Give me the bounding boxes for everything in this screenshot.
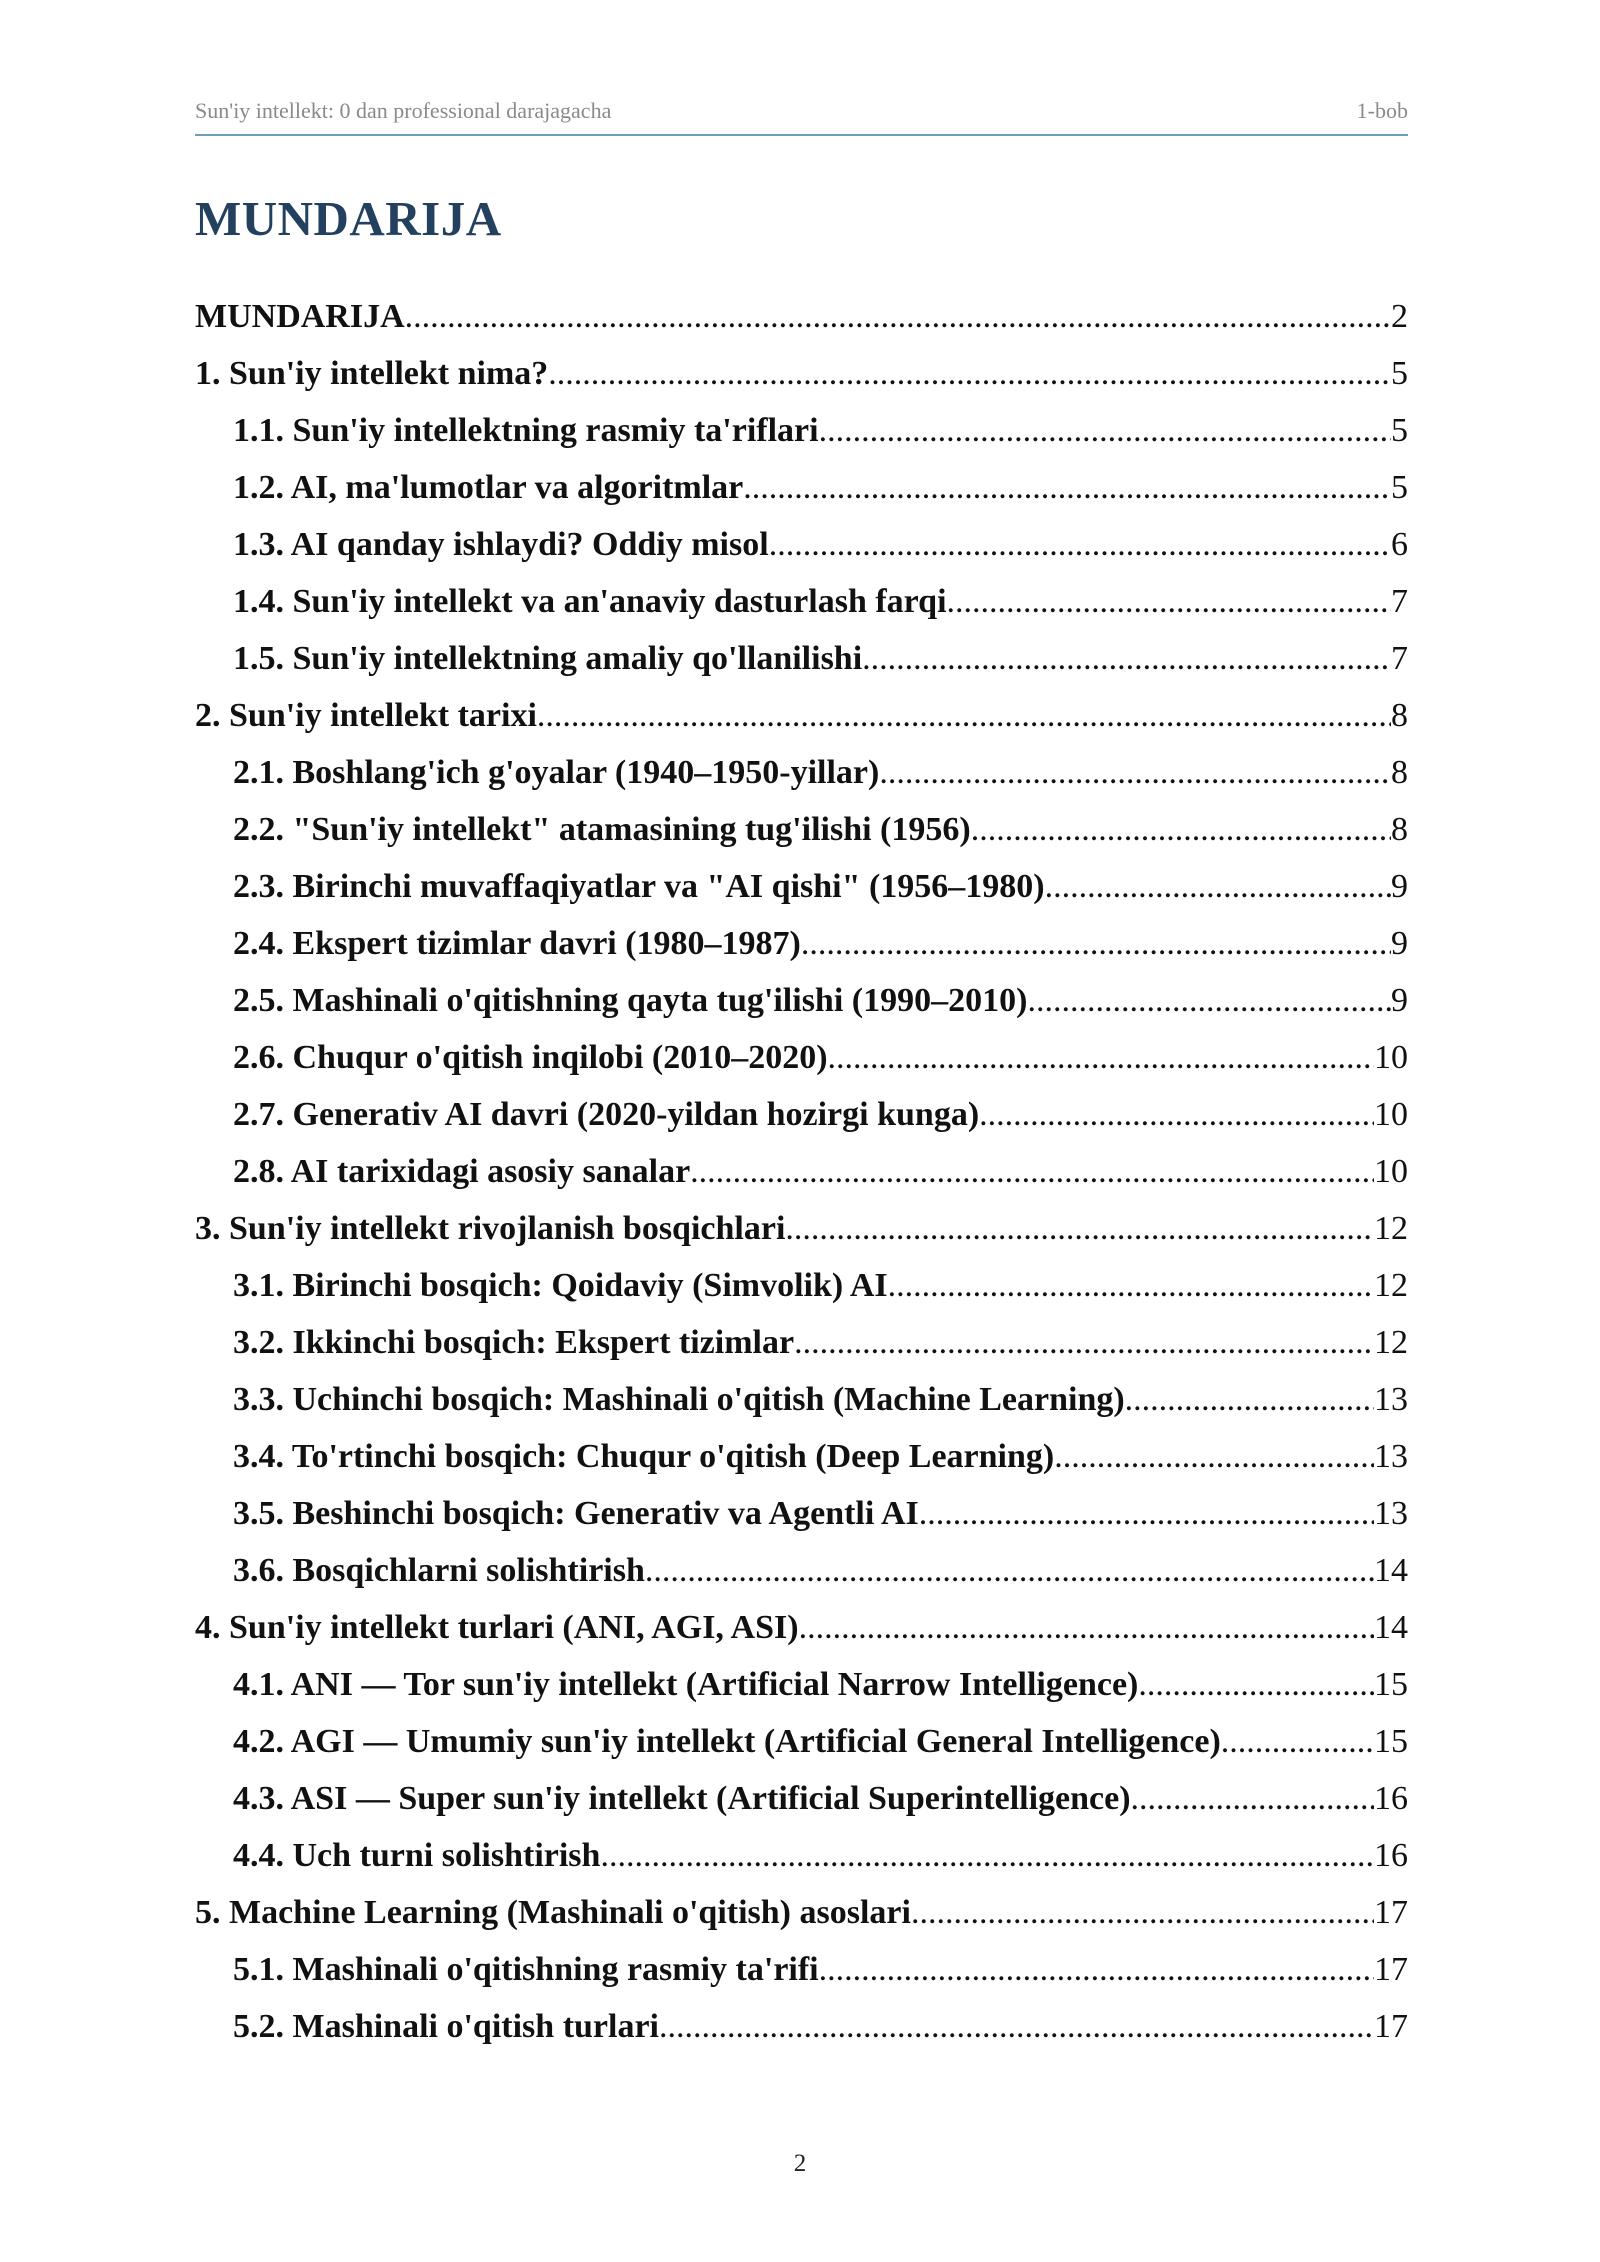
toc-entry[interactable] [195, 1485, 1408, 1542]
toc-entry-label[interactable]: 2.7. Generativ AI davri (2020-yildan hozirgi kunga) [233, 1096, 980, 1133]
toc-entry-label[interactable]: 1.3. AI qanday ishlaydi? Oddiy misol [233, 526, 769, 563]
toc-dot-leader [1125, 1371, 1374, 1428]
toc-entry[interactable] [195, 1884, 1408, 1941]
toc-entry-label[interactable]: 3.3. Uchinchi bosqich: Mashinali o'qitish (Machine Learning) [233, 1381, 1125, 1418]
toc-entry-label[interactable]: 3.2. Ikkinchi bosqich: Ekspert tizimlar [233, 1324, 795, 1361]
toc-entry[interactable] [195, 1143, 1408, 1200]
toc-entry[interactable] [195, 516, 1408, 573]
toc-entry-label[interactable]: 2.2. "Sun'iy intellekt" atamasining tug'ilishi (1956) [233, 811, 971, 848]
toc-entry-label[interactable]: 5.2. Mashinali o'qitish turlari [233, 2008, 659, 2045]
toc-entry-page[interactable]: 17 [1374, 1951, 1408, 1988]
toc-entry-label[interactable]: 1.4. Sun'iy intellekt va an'anaviy dasturlash farqi [233, 583, 947, 620]
toc-dot-leader [801, 915, 1391, 972]
toc-entry-page[interactable]: 8 [1391, 754, 1408, 791]
toc-dot-leader [888, 1257, 1374, 1314]
header-book-title: Sun'iy intellekt: 0 dan professional darajagacha [195, 98, 612, 123]
toc-entry-label[interactable]: 1.1. Sun'iy intellektning rasmiy ta'riflari [233, 412, 819, 449]
toc-dot-leader [1131, 1770, 1374, 1827]
toc-entry-page[interactable]: 5 [1391, 412, 1408, 449]
toc-dot-leader [819, 402, 1391, 459]
toc-entry-label[interactable]: 2.3. Birinchi muvaffaqiyatlar va "AI qishi" (1956–1980) [233, 868, 1045, 905]
toc-entry[interactable] [195, 459, 1408, 516]
toc-entry-page[interactable]: 14 [1374, 1609, 1408, 1646]
toc-entry[interactable] [195, 1941, 1408, 1998]
toc-entry-label[interactable]: 2.1. Boshlang'ich g'oyalar (1940–1950-yillar) [233, 754, 880, 791]
toc-dot-leader [919, 1485, 1374, 1542]
toc-dot-leader [537, 687, 1391, 744]
toc-entry[interactable] [195, 1428, 1408, 1485]
header-chapter: 1-bob [1356, 98, 1408, 123]
toc-dot-leader [799, 1599, 1374, 1656]
toc-dot-leader [794, 1314, 1374, 1371]
toc-entry-page[interactable]: 6 [1391, 526, 1408, 563]
toc-entry[interactable] [195, 630, 1408, 687]
toc-dot-leader [548, 345, 1391, 402]
toc-entry-page[interactable]: 13 [1374, 1495, 1408, 1532]
toc-entry-page[interactable]: 12 [1374, 1324, 1408, 1361]
toc-entry[interactable] [195, 1257, 1408, 1314]
toc-dot-leader [659, 1998, 1374, 2055]
toc-entry[interactable] [195, 573, 1408, 630]
toc-entry-label[interactable]: 3.1. Birinchi bosqich: Qoidaviy (Simvolik) AI [233, 1267, 888, 1304]
toc-dot-leader [828, 1029, 1374, 1086]
toc-entry-page[interactable]: 16 [1374, 1837, 1408, 1874]
toc-entry[interactable] [195, 1371, 1408, 1428]
toc-entry-page[interactable]: 10 [1374, 1153, 1408, 1190]
toc-entry-label[interactable]: 2. Sun'iy intellekt tarixi [195, 697, 537, 734]
running-header [195, 94, 1408, 136]
toc-entry[interactable] [195, 1998, 1408, 2055]
toc-entry-label[interactable]: 3.5. Beshinchi bosqich: Generativ va Agentli AI [233, 1495, 919, 1532]
toc-dot-leader [1221, 1713, 1374, 1770]
toc-dot-leader [862, 630, 1391, 687]
toc-entry-page[interactable]: 13 [1374, 1438, 1408, 1475]
toc-entry-page[interactable]: 16 [1374, 1780, 1408, 1817]
toc-entry-page[interactable]: 14 [1374, 1552, 1408, 1589]
toc-entry[interactable] [195, 687, 1408, 744]
toc-entry[interactable] [195, 1086, 1408, 1143]
toc-entry[interactable] [195, 288, 1408, 345]
toc-dot-leader [971, 801, 1391, 858]
toc-entry-label[interactable]: MUNDARIJA [195, 298, 405, 335]
toc-entry-page[interactable]: 5 [1391, 355, 1408, 392]
toc-dot-leader [911, 1884, 1374, 1941]
toc-dot-leader [1027, 972, 1391, 1029]
toc-entry-page[interactable]: 8 [1391, 811, 1408, 848]
toc-entry-page[interactable]: 10 [1374, 1039, 1408, 1076]
toc-dot-leader [405, 288, 1391, 345]
toc-entry-page[interactable]: 9 [1391, 982, 1408, 1019]
toc-entry[interactable] [195, 858, 1408, 915]
toc-entry[interactable] [195, 1029, 1408, 1086]
toc-entry[interactable] [195, 972, 1408, 1029]
toc-dot-leader [769, 516, 1391, 573]
toc-entry-page[interactable]: 9 [1391, 925, 1408, 962]
toc-entry[interactable] [195, 345, 1408, 402]
toc-entry-page[interactable]: 12 [1374, 1267, 1408, 1304]
page-number: 2 [793, 2150, 807, 2177]
toc-entry[interactable] [195, 915, 1408, 972]
toc-entry-page[interactable]: 10 [1374, 1096, 1408, 1133]
toc-entry-page[interactable]: 7 [1391, 583, 1408, 620]
toc-entry[interactable] [195, 744, 1408, 801]
toc-entry[interactable] [195, 1314, 1408, 1371]
toc-entry[interactable] [195, 1770, 1408, 1827]
toc-dot-leader [819, 1941, 1374, 1998]
toc-dot-leader [979, 1086, 1374, 1143]
toc-entry-label[interactable]: 3.4. To'rtinchi bosqich: Chuqur o'qitish (Deep Learning) [233, 1438, 1055, 1475]
toc-entry-page[interactable]: 2 [1391, 298, 1408, 335]
toc-dot-leader [1045, 858, 1391, 915]
toc-entry-page[interactable]: 7 [1391, 640, 1408, 677]
toc-entry[interactable] [195, 1542, 1408, 1599]
toc-entry-label[interactable]: 1. Sun'iy intellekt nima? [195, 355, 549, 392]
toc-dot-leader [1138, 1656, 1374, 1713]
toc-entry-label[interactable]: 4. Sun'iy intellekt turlari (ANI, AGI, ASI) [195, 1609, 799, 1646]
toc-dot-leader [645, 1542, 1374, 1599]
toc-dot-leader [690, 1143, 1374, 1200]
toc-entry[interactable] [195, 402, 1408, 459]
toc-dot-leader [743, 459, 1391, 516]
toc-entry-page[interactable]: 15 [1374, 1666, 1408, 1703]
toc-entry-label[interactable]: 4.3. ASI — Super sun'iy intellekt (Artificial Superintelligence) [233, 1780, 1131, 1817]
toc-entry[interactable] [195, 1599, 1408, 1656]
toc-dot-leader [879, 744, 1391, 801]
toc-entry-label[interactable]: 2.4. Ekspert tizimlar davri (1980–1987) [233, 925, 801, 962]
toc-entry-page[interactable]: 5 [1391, 469, 1408, 506]
toc-entry[interactable] [195, 1827, 1408, 1884]
toc-entry-page[interactable]: 12 [1374, 1210, 1408, 1247]
toc-entry-label[interactable]: 3. Sun'iy intellekt rivojlanish bosqichlari [195, 1210, 786, 1247]
toc-entry-label[interactable]: 2.5. Mashinali o'qitishning qayta tug'ilishi (1990–2010) [233, 982, 1028, 1019]
toc-entry-page[interactable]: 15 [1374, 1723, 1408, 1760]
toc-entry-page[interactable]: 9 [1391, 868, 1408, 905]
toc-entry-label[interactable]: 2.6. Chuqur o'qitish inqilobi (2010–2020) [233, 1039, 828, 1076]
toc-entry-label[interactable]: 3.6. Bosqichlarni solishtirish [233, 1552, 645, 1589]
toc-dot-leader [947, 573, 1391, 630]
toc-entry-label[interactable]: 1.2. AI, ma'lumotlar va algoritmlar [233, 469, 744, 506]
toc-entry-page[interactable]: 8 [1391, 697, 1408, 734]
toc-entry-label[interactable]: 1.5. Sun'iy intellektning amaliy qo'llanilishi [233, 640, 863, 677]
toc-entry-page[interactable]: 17 [1374, 1894, 1408, 1931]
toc-entry-label[interactable]: 5.1. Mashinali o'qitishning rasmiy ta'rifi [233, 1951, 819, 1988]
toc-dot-leader [600, 1827, 1374, 1884]
table-of-contents [195, 288, 1408, 2055]
page-title: MUNDARIJA [195, 191, 502, 246]
toc-entry-label[interactable]: 5. Machine Learning (Mashinali o'qitish) asoslari [195, 1894, 911, 1931]
toc-entry-label[interactable]: 2.8. AI tarixidagi asosiy sanalar [233, 1153, 691, 1190]
toc-entry[interactable] [195, 801, 1408, 858]
toc-dot-leader [1054, 1428, 1374, 1485]
toc-dot-leader [785, 1200, 1374, 1257]
toc-entry-page[interactable]: 13 [1374, 1381, 1408, 1418]
toc-entry-label[interactable]: 4.2. AGI — Umumiy sun'iy intellekt (Artificial General Intelligence) [233, 1723, 1221, 1760]
toc-entry-page[interactable]: 17 [1374, 2008, 1408, 2045]
toc-entry-label[interactable]: 4.1. ANI — Tor sun'iy intellekt (Artificial Narrow Intelligence) [233, 1666, 1139, 1703]
toc-entry[interactable] [195, 1713, 1408, 1770]
toc-entry[interactable] [195, 1200, 1408, 1257]
toc-entry-label[interactable]: 4.4. Uch turni solishtirish [233, 1837, 601, 1874]
toc-entry[interactable] [195, 1656, 1408, 1713]
